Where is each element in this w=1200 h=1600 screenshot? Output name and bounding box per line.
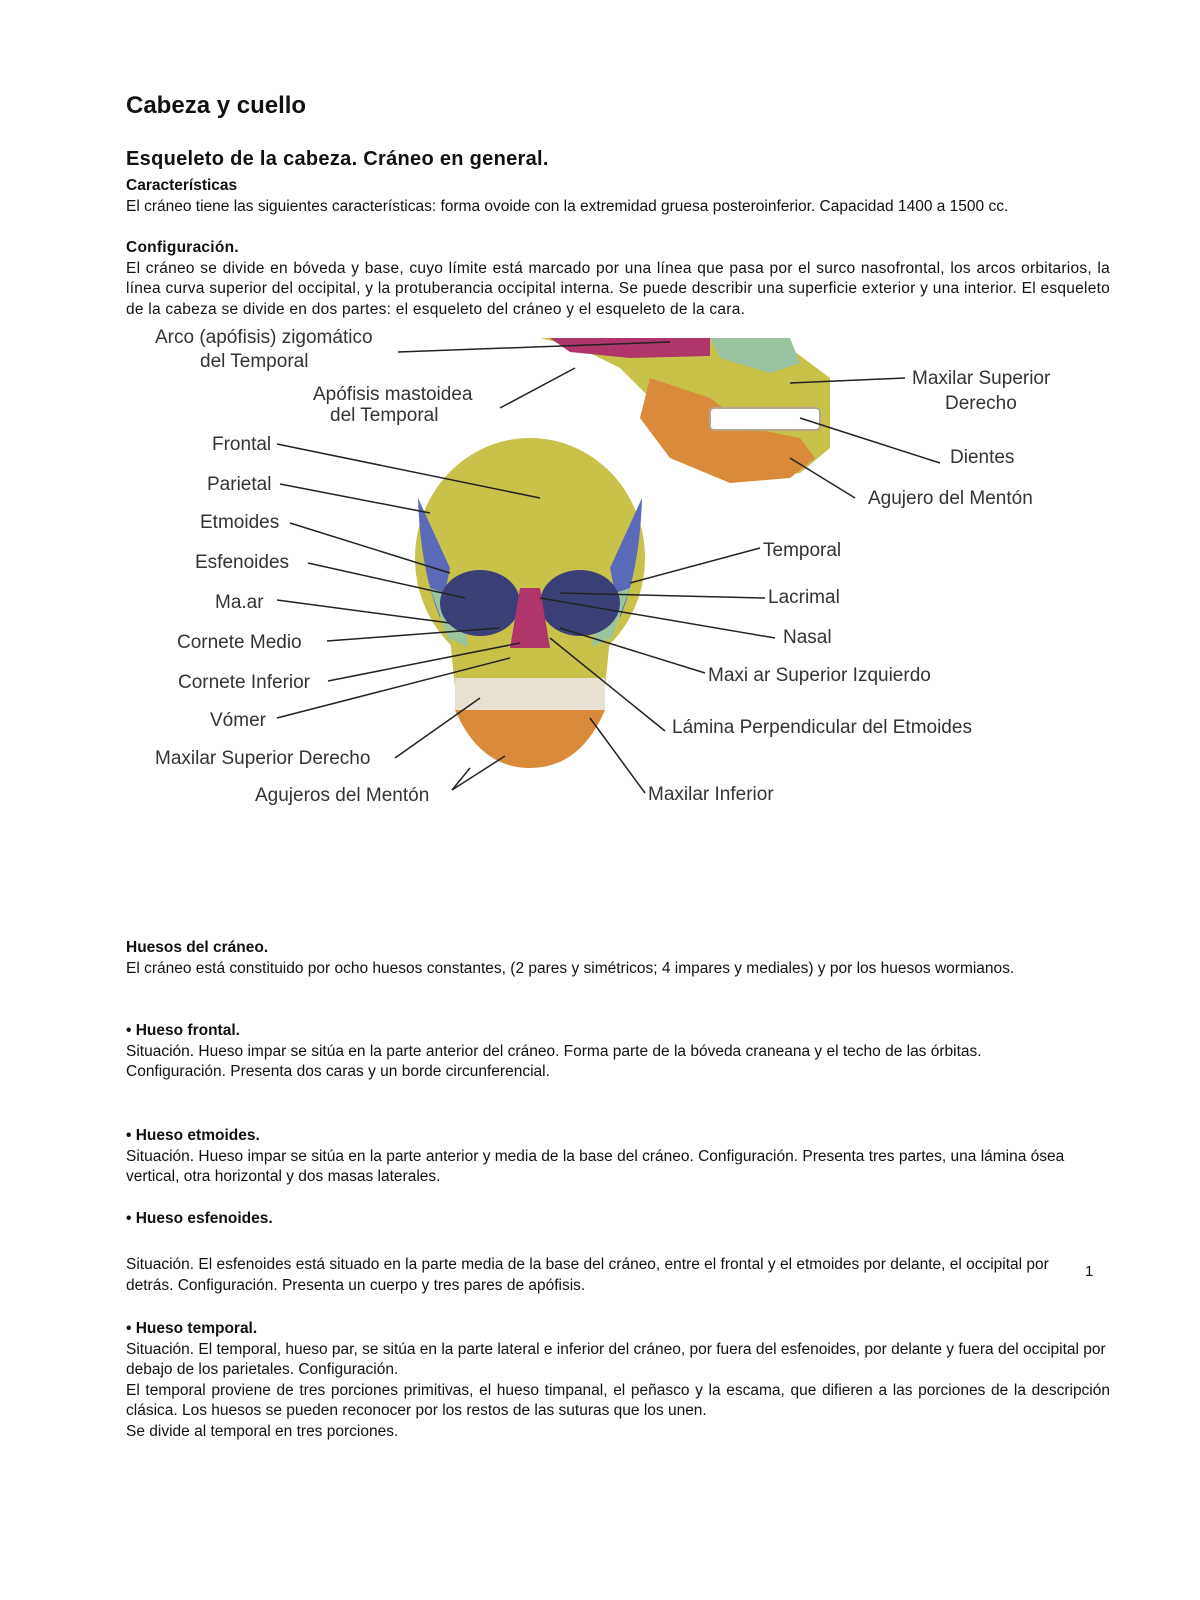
label-temporal: Temporal <box>763 540 842 561</box>
frontal-text-1: Situación. Hueso impar se sitúa en la parte anterior del cráneo. Forma parte de la bóveda craneana y el techo de las órbitas. <box>126 1042 982 1060</box>
frontal-text-2: Configuración. Presenta dos caras y un borde circunferencial. <box>126 1063 550 1080</box>
configuracion-label: Configuración. <box>126 239 239 256</box>
temporal-block <box>126 1319 1110 1442</box>
label-derecho: Derecho <box>945 393 1017 414</box>
configuracion-block <box>126 238 1110 320</box>
label-vomer: Vómer <box>210 710 266 731</box>
etmoides-text: Situación. Hueso impar se sitúa en la parte anterior y media de la base del cráneo. Configuración. Presenta tres partes, una lámina ósea vertical, otra horizontal y dos masas laterales. <box>126 1147 1065 1185</box>
label-agujeros-menton: Agujeros del Mentón <box>255 785 430 806</box>
caracteristicas-block <box>126 176 1110 217</box>
label-etmoides: Etmoides <box>200 512 280 533</box>
label-lamina: Lámina Perpendicular del Etmoides <box>672 717 972 738</box>
esfenoides-label-block <box>126 1209 1110 1230</box>
label-cornete-medio: Cornete Medio <box>177 632 302 653</box>
label-frontal: Frontal <box>212 434 272 455</box>
label-agujero-menton: Agujero del Mentón <box>868 488 1033 509</box>
frontal-label: • Hueso frontal. <box>126 1022 240 1039</box>
temporal-text-2: El temporal proviene de tres porciones primitivas, el hueso timpanal, el peñasco y la escama, que difieren a las porciones de la descripción clásica. Los huesos se pueden reconocer por los restos de las suturas que los unen. <box>126 1381 1110 1419</box>
huesos-block <box>126 938 1110 979</box>
label-apofisis: Apófisis mastoidea <box>313 384 473 405</box>
label-maxilar-inferior: Maxilar Inferior <box>648 784 774 805</box>
section-title: Esqueleto de la cabeza. Cráneo en general. <box>126 148 549 170</box>
label-maxilar-sup-izq: Maxi ar Superior Izquierdo <box>708 665 931 686</box>
configuracion-text: El cráneo se divide en bóveda y base, cuyo límite está marcado por una línea que pasa por el surco nasofrontal, los arcos orbitarios, la línea curva superior del occipital, y la protuberancia occipital interna. Se puede describir una superficie exterior y una interior. El esqueleto de la cabeza se divide en dos partes: el esqueleto del cráneo y el esqueleto de la cara. <box>126 259 1110 318</box>
label-dientes: Dientes <box>950 447 1015 468</box>
label-malar: Ma.ar <box>215 592 264 613</box>
page-title: Cabeza y cuello <box>126 92 307 119</box>
label-esfenoides: Esfenoides <box>195 552 290 573</box>
label-nasal: Nasal <box>783 627 832 648</box>
label-arco-2: del Temporal <box>200 351 309 372</box>
page-number: 1 <box>1085 1263 1094 1280</box>
esfenoides-text: Situación. El esfenoides está situado en la parte media de la base del cráneo, entre el frontal y el etmoides por delante, el occipital por detrás. Configuración. Presenta un cuerpo y tres pares de apófisis. <box>126 1256 1049 1294</box>
label-lacrimal: Lacrimal <box>768 587 840 608</box>
label-apofisis-2: del Temporal <box>330 405 439 426</box>
temporal-label: • Hueso temporal. <box>126 1320 258 1337</box>
temporal-text-3: Se divide al temporal en tres porciones. <box>126 1422 399 1440</box>
esfenoides-label: • Hueso esfenoides. <box>126 1210 273 1227</box>
label-arco: Arco (apófisis) zigomático <box>155 327 373 348</box>
label-maxilar-superior: Maxilar Superior <box>912 368 1051 389</box>
huesos-label: Huesos del cráneo. <box>126 939 269 956</box>
etmoides-block <box>126 1126 1110 1188</box>
temporal-text-1: Situación. El temporal, hueso par, se sitúa en la parte lateral e inferior del cráneo, por fuera del esfenoides, por delante y fuera del occipital por debajo de los parietales. Configuración. <box>126 1340 1106 1378</box>
esfenoides-block <box>126 1255 1076 1296</box>
etmoides-label: • Hueso etmoides. <box>126 1127 260 1144</box>
label-cornete-inferior: Cornete Inferior <box>178 672 311 693</box>
label-parietal: Parietal <box>207 474 272 495</box>
label-maxilar-sup-der: Maxilar Superior Derecho <box>155 748 371 769</box>
frontal-block <box>126 1021 1110 1083</box>
frontal-skull-figure <box>415 438 645 768</box>
caracteristicas-label: Características <box>126 177 238 194</box>
huesos-text: El cráneo está constituido por ocho huesos constantes, (2 pares y simétricos; 4 impares y mediales) y por los huesos wormianos. <box>126 959 1015 977</box>
caracteristicas-text: El cráneo tiene las siguientes características: forma ovoide con la extremidad gruesa posteroinferior. Capacidad 1400 a 1500 cc. <box>126 197 1009 215</box>
skull-illustration <box>150 327 1080 838</box>
